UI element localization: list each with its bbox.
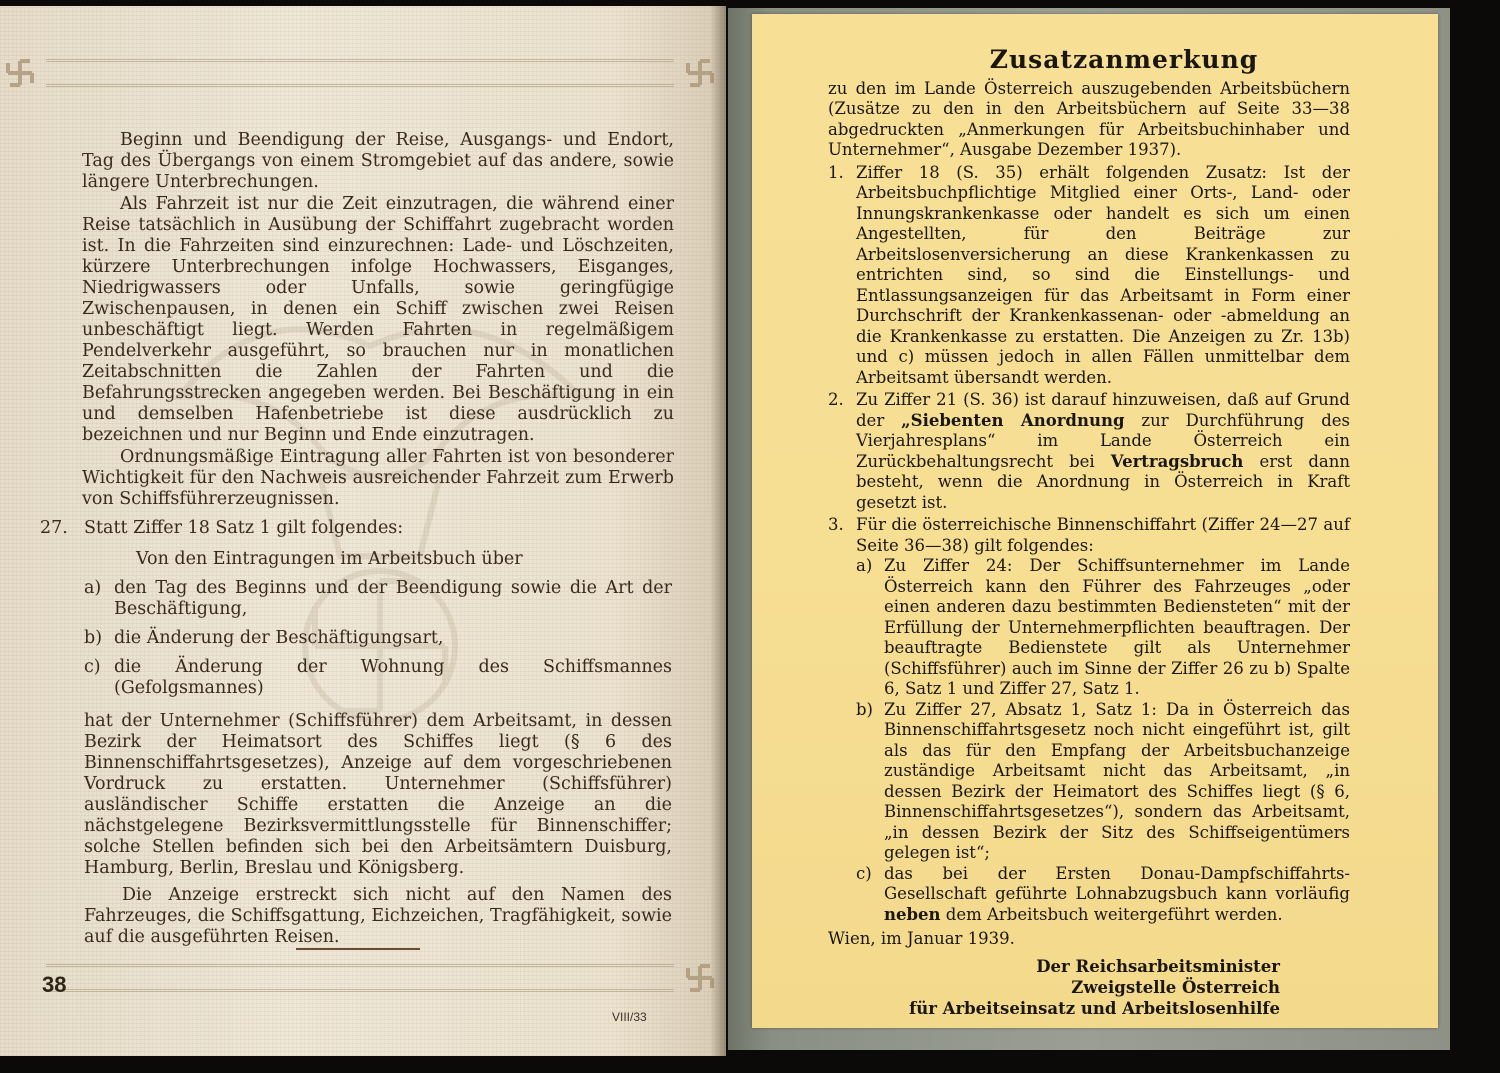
point-text: Zu Ziffer 21 (S. 36) ist darauf hinzuweisen, daß auf Grund der „Siebenten Anordnung zur Durchführung des Vierjahresplans“ im Lande Österreich ein Zurückbehaltungsrecht bei Vertragsbruch erst dann besteht, wenn die Anordnung in Österreich in Kraft gesetzt ist. [856,390,1350,512]
print-code: VIII/33 [612,1010,647,1024]
dateline: Wien, im Januar 1939. [828,929,1015,948]
bold-term: „Siebenten Anordnung [901,410,1125,430]
paragraph: Beginn und Beendigung der Reise, Ausgangs- und Endort, Tag des Übergangs von einem Stromgebiet auf das andere, sowie längere Unterbrechungen. [82,130,674,192]
intro-text: zu den im Lande Österreich auszugebenden Arbeitsbüchern (Zusätze zu den in den Arbeitsbüchern auf Seite 33—38 abgedruckten „Anmerkungen für Arbeitsbuchinhaber und Unternehmer“, Ausgabe Dezember 1937). [828,78,1350,159]
option-text: den Tag des Beginns und der Beendigung sowie die Art der Beschäftigung, [114,578,672,619]
point-key: 3. [828,515,844,534]
signature-line: Zweigstelle Österreich [1071,977,1280,997]
page-title: Zusatzanmerkung [989,45,1259,74]
option-text: die Änderung der Wohnung des Schiffsmannes (Gefolgsmannes) [114,657,672,698]
top-ornament-border [0,51,720,95]
paragraph: hat der Unternehmer (Schiffsführer) dem Arbeitsamt, in dessen Bezirk der Heimatsort des Schiffes liegt (§ 6 des Binnenschiffahrtsgesetzes), Anzeige auf dem vorgeschriebenen Vordruck zu erstatten. Unternehmer (Schiffsführer) ausländischer Schiffe erstatten die Anzeige an die nächstgelegene Bezirksvermittlungsstelle für Binnenschiffer; solche Stellen befinden sich bei den Arbeitsämtern Duisburg, Hamburg, Berlin, Breslau und Königsberg. [84,711,672,878]
point-key: 2. [828,390,844,409]
insert-sheet [752,14,1438,1028]
signature-block [828,956,1350,1019]
option-text: die Änderung der Beschäftigungsart, [114,628,444,648]
subpoint-key: c) [856,863,872,883]
signature-line: Der Reichsarbeitsminister [1036,956,1280,976]
bottom-ornament-border [0,956,720,1000]
bold-term: neben [884,904,941,924]
point-text: Ziffer 18 (S. 35) erhält folgenden Zusatz: Ist der Arbeitsbuchpflichtige Mitglied einer Orts-, Land- oder Innungskrankenkasse oder handelt es sich um einen Angestellten, für den Beiträge zur Arbeitslosenversicherung an diese Krankenkassen zu entrichten sind, so sind die Einstellungs- und Entlassungsanzeigen für das Arbeitsamt in Form einer Durchschrift der Krankenkassenan- oder -abmeldung an die Krankenkasse zu erstatten. Die Anzeigen zu Zr. 13b) und c) müssen jedoch in allen Fällen unmittelbar dem Arbeitsamt übersandt werden. [856,162,1350,387]
signature-line: für Arbeitseinsatz und Arbeitslosenhilfe [909,998,1280,1018]
subpoint-text: Zu Ziffer 27, Absatz 1, Satz 1: Da in Österreich das Binnenschiffahrtsgesetz noch nicht eingeführt ist, gilt als das für den Empfang der Arbeitsbuchanzeige zuständige Arbeitsamt nicht das Arbeitsamt, „in dessen Bezirk der Heimatort des Schiffes liegt (§ 6, Binnenschiffahrtsgesetzes“), sondern das Arbeitsamt, „in dessen Bezirk der Sitz des Schiffseigentümers gelegen ist“; [884,699,1350,862]
point-text: Für die österreichische Binnenschiffahrt (Ziffer 24—27 auf Seite 36—38) gilt folgendes: [856,515,1350,555]
paragraph: Die Anzeige erstreckt sich nicht auf den Namen des Fahrzeuges, die Schiffsgattung, Eichzeichen, Tragfähigkeit, sowie auf die ausgeführten Reisen. [84,885,672,947]
swastika-emblem-icon [0,53,40,93]
bold-term: Vertragsbruch [1110,451,1244,471]
item-sub: Von den Eintragungen im Arbeitsbuch über [136,549,523,569]
left-page [0,6,726,1056]
page-number: 38 [42,972,67,997]
option-item [84,628,672,649]
subpoint-key: b) [856,699,873,719]
subpoint-key: a) [856,556,873,575]
paragraph: Als Fahrzeit ist nur die Zeit einzutragen, die während einer Reise tatsächlich in Ausübung der Schiffahrt zugebracht worden ist. In die Fahrzeiten sind einzurechnen: Lade- und Löschzeiten, kürzere Unterbrechungen infolge Hochwassers, Eisganges, Niedrigwassers oder Unfalls, sowie geringfügige Zwischenpausen, in denen ein Schiff zwischen zwei Reisen unbeschäftigt liegt. Werden Fahrten in regelmäßigem Pendelverkehr ausgeführt, so brauchen nur in monatlichen Zeitabschnitten die Zahlen der Fahrten und die Befahrungsstrecken angegeben werden. Bei Beschäftigung in ein und demselben Hafenbetriebe ist diese ausdrücklich zu bezeichnen und nur Beginn und Ende einzutragen. [82,194,674,445]
sub-point [856,864,1350,926]
subpoint-text: das bei der Ersten Donau-Dampfschiffahrts-Gesellschaft geführte Lohnabzugsbuch kann vorläufig neben dem Arbeitsbuch weitergeführt werden. [884,863,1350,924]
item-27 [40,518,672,948]
option-key: c) [84,657,101,677]
numbered-point [828,515,1350,556]
item-number: 27. [40,518,68,538]
book-gutter [710,6,726,1056]
option-key: b) [84,628,103,648]
item-lead: Statt Ziffer 18 Satz 1 gilt folgendes: [84,518,404,538]
option-item [84,578,672,620]
paragraph: Ordnungsmäßige Eintragung aller Fahrten ist von besonderer Wichtigkeit für den Nachweis ausreichender Fahrzeit zum Erwerb von Schiffsführerzeugnissen. [82,447,674,509]
sub-point [856,556,1350,700]
subpoint-text: Zu Ziffer 24: Der Schiffsunternehmer im Lande Österreich kann den Führer des Fahrzeuges „oder einen anderen dazu bestimmten Bediensteten“ mit der Erfüllung der Unternehmerpflichten beauftragen. Der beauftragte Bedienstete gilt als Unternehmer (Schiffsführer) auch im Sinne der Ziffer 26 zu b) Spalte 6, Satz 1 und Ziffer 27, Satz 1. [884,556,1350,698]
option-item [84,657,672,699]
option-key: a) [84,578,102,598]
divider [296,948,420,950]
left-body-text [40,130,674,947]
numbered-point [828,390,1350,513]
numbered-point [828,163,1350,389]
sub-point [856,700,1350,864]
point-key: 1. [828,162,844,182]
insert-text [828,45,1350,1019]
